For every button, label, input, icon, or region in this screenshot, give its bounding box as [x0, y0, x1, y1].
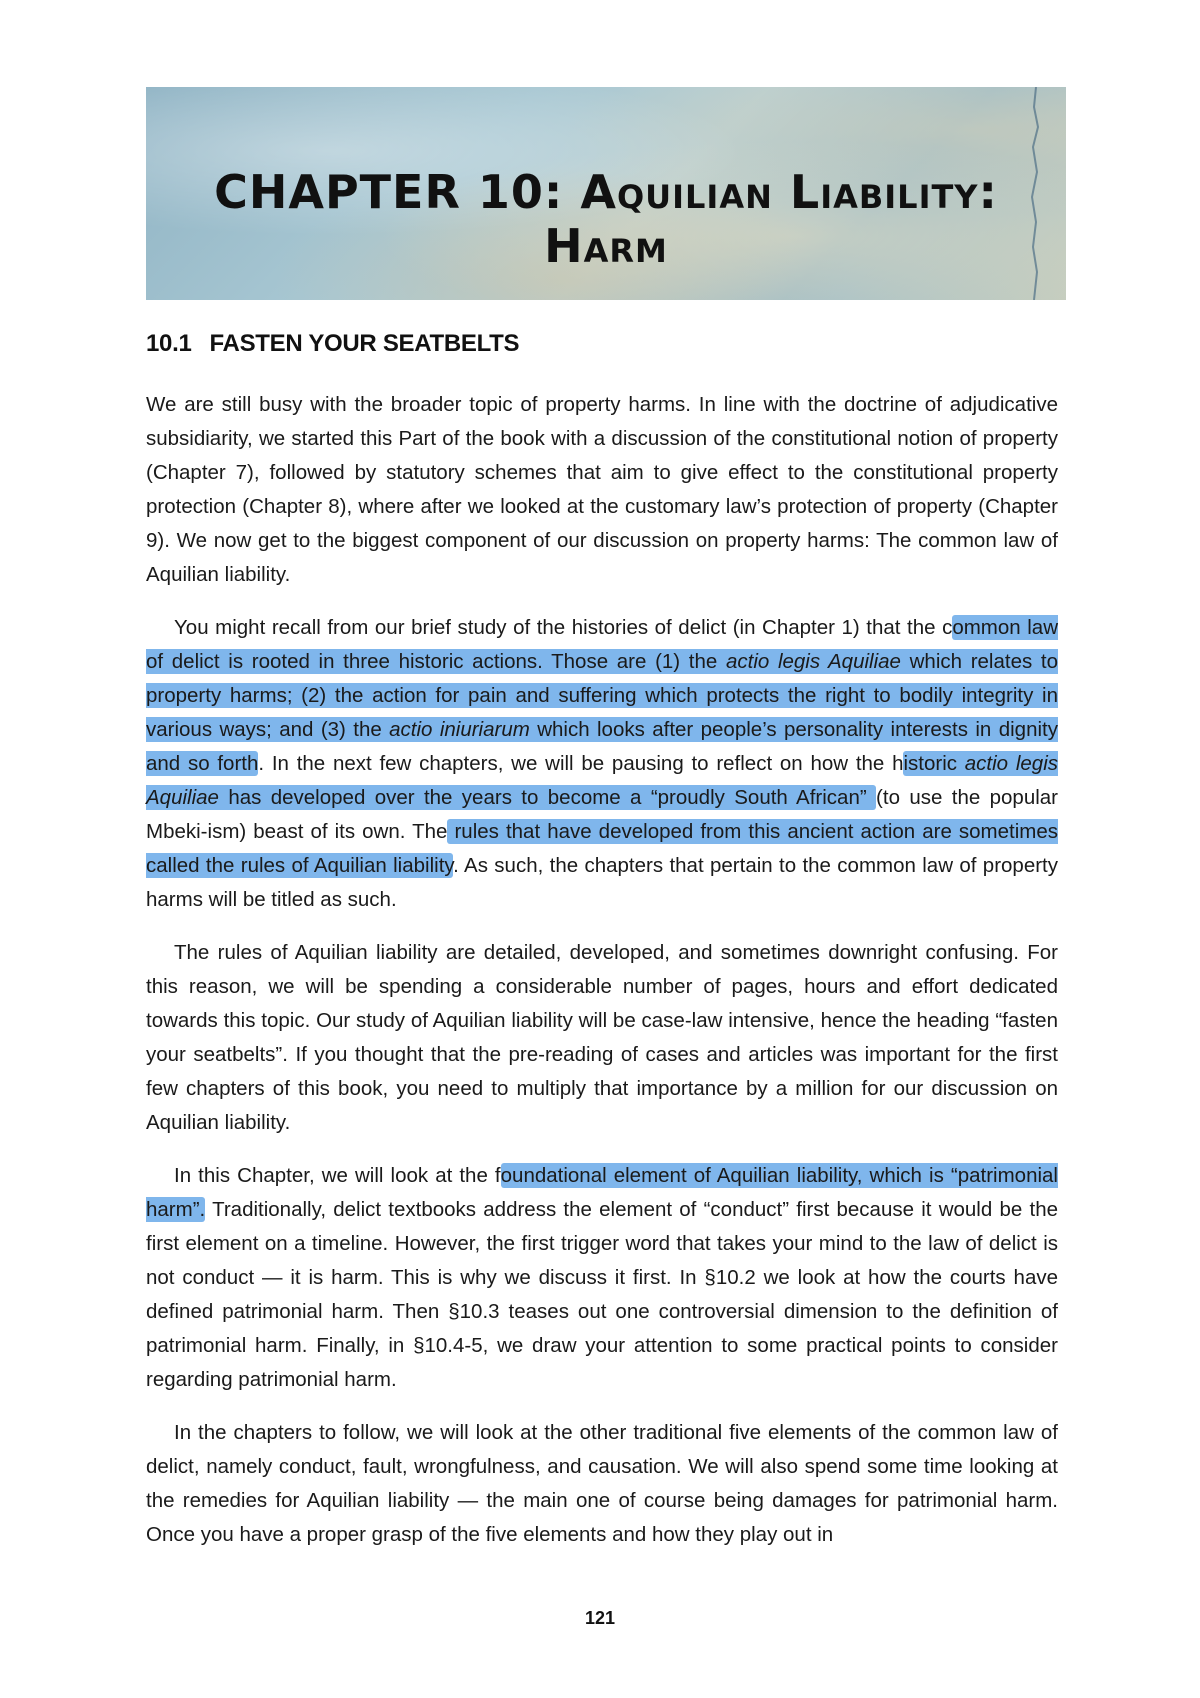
text-run: which relates to property harms; (2) the action for pain and suffering which protects the right to bodily integrity in various ways; and (3) the [146, 650, 1058, 741]
italic-term: actio legis Aquiliae [725, 650, 901, 673]
text-run: has developed over the years to become a “proudly South African” [218, 786, 877, 809]
italic-term: actio legis Aquiliae [146, 752, 1058, 809]
section-heading [146, 330, 519, 358]
highlight-3: rules that have developed from this ancient action are sometimes called the rules of Aquilian liability [146, 820, 1058, 877]
paragraph-4 [146, 1159, 1058, 1397]
text-run: . As such, the chapters that pertain to the common law of property harms will be titled as such. [146, 854, 1058, 911]
text-run: istoric [903, 752, 965, 775]
paragraph-5: In the chapters to follow, we will look at the other traditional five elements of the common law of delict, namely conduct, fault, wrongfulness, and causation. We will also spend some time looking at the remedies for Aquilian liability — the main one of course being damages for patrimonial harm. Once you have a proper grasp of the five elements and how they play out in [146, 1421, 1058, 1546]
page-number: 121 [584, 1608, 616, 1628]
chapter-banner [146, 87, 1066, 300]
text-run: In this Chapter, we will look at the f [174, 1164, 501, 1187]
highlight-4: oundational element of Aquilian liability, which is “patrimonial harm”. [146, 1164, 1058, 1221]
paragraph-1: We are still busy with the broader topic of property harms. In line with the doctrine of adjudicative subsidiarity, we started this Part of the book with a discussion of the constitutional notion of property (Chapter 7), followed by statutory schemes that aim to give effect to the constitutional property protection (Chapter 8), where after we looked at the customary law’s protection of property (Chapter 9). We now get to the biggest component of our discussion on property harms: The common law of Aquilian liability. [146, 393, 1058, 586]
body-text [146, 388, 1058, 1571]
text-run: Traditionally, delict textbooks address the element of “conduct” first because it would be the first element on a timeline. However, the first trigger word that takes your mind to the law of delict is not conduct — it is harm. This is why we discuss it first. In §10.2 we look at how the courts have defined patrimonial harm. Then §10.3 teases out one controversial dimension to the definition of patrimonial harm. Finally, in §10.4-5, we draw your attention to some practical points to consider regarding patrimonial harm. [146, 1198, 1058, 1391]
text-run: You might recall from our brief study of the histories of delict (in Chapter 1) that the c [174, 616, 953, 639]
text-run: . In the next few chapters, we will be pausing to reflect on how the h [258, 752, 904, 775]
text-run: which looks after people’s personality interests in dignity and so forth [146, 718, 1058, 775]
paragraph-2 [146, 611, 1058, 917]
section-number: 10.1 [146, 330, 192, 357]
paragraph-3: The rules of Aquilian liability are detailed, developed, and sometimes downright confusing. For this reason, we will be spending a considerable number of pages, hours and effort dedicated towards this topic. Our study of Aquilian liability will be case-law intensive, hence the heading “fasten your seatbelts”. If you thought that the pre-reading of cases and articles was important for the first few chapters of this book, you need to multiply that importance by a million for our discussion on Aquilian liability. [146, 941, 1058, 1134]
italic-term: actio iniuriarum [389, 718, 530, 741]
text-run: ommon law of delict is rooted in three historic actions. Those are (1) the [146, 616, 1058, 673]
text-run: (to use the popular Mbeki-ism) beast of its own. The [146, 786, 1058, 843]
section-title: FASTEN YOUR SEATBELTS [209, 330, 520, 357]
chapter-title: CHAPTER 10: Aquilian Liability: Harm [214, 165, 998, 273]
